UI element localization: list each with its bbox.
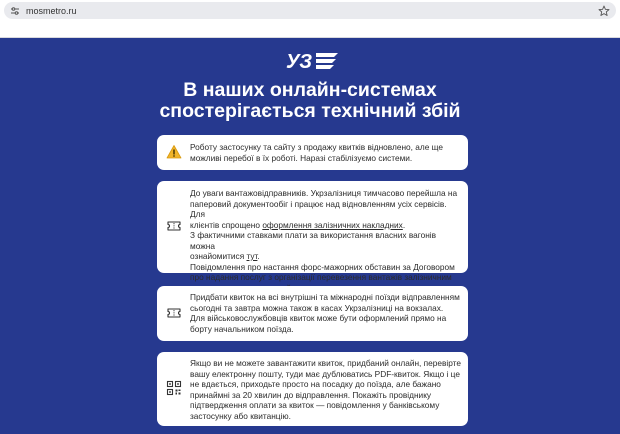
uz-logo xyxy=(286,51,340,71)
tickets-text-line: Для військовослужбовців квиток може бути оформлений прямо на xyxy=(190,313,447,323)
address-bar[interactable] xyxy=(4,2,616,19)
ticket-icon xyxy=(166,218,182,234)
cargo-text-fragment: . xyxy=(402,219,406,230)
cargo-notice-card xyxy=(157,181,468,282)
download-text-line: застосунку або квитанцію. xyxy=(190,410,291,421)
download-text-line: принаймні за 20 хвилин до відправлення. Покажіть провіднику xyxy=(190,389,432,400)
station-tickets-card xyxy=(157,286,468,341)
warning-icon xyxy=(166,144,182,160)
alert-text-line: Роботу застосунку та сайту з продажу квитків відновлено, але ще xyxy=(190,142,443,152)
url-text[interactable]: mosmetro.ru xyxy=(26,5,77,16)
page-title-line-2: спостерігається технічний збій xyxy=(159,100,461,122)
cargo-text-fragment: ознайомитися xyxy=(190,251,247,261)
download-text-line: вашу електронну пошту, туди має дублюватись PDF-квиток. Якщо і це xyxy=(190,368,460,379)
tickets-text-line: борту начальником поїзда. xyxy=(190,323,294,334)
download-text-line: не вдається, приходьте просто на посадку до поїзда, але бажано xyxy=(190,379,441,389)
alert-text-line: можливі перебої в їх роботі. Наразі стабілізуємо системи. xyxy=(190,152,413,163)
page-title-line-1: В наших онлайн-системах xyxy=(183,79,437,101)
page-title xyxy=(0,80,620,122)
tickets-text-line: Придбати квиток на всі внутрішні та міжнародні поїзди відправленням xyxy=(190,292,460,302)
cargo-text-line: Повідомлення про настання форс-мажорних обставин за Договором xyxy=(190,261,455,272)
cargo-text-fragment: клієнтів спрощено xyxy=(190,219,263,230)
cargo-text-line: паперовий документообіг і працює над відновленням усіх сервісів. Для xyxy=(190,198,447,219)
qr-code-icon xyxy=(166,380,182,396)
logo-text: УЗ xyxy=(286,51,313,71)
wagon-rates-link[interactable]: тут xyxy=(246,251,258,261)
cargo-text-line: про надання послуг з організації перевезення вантажів залізничним xyxy=(190,272,452,282)
cargo-text-fragment: . xyxy=(257,251,260,261)
status-alert-card xyxy=(157,135,468,170)
download-text-line: підтвердження оплати за квиток — повідомлення у банківському xyxy=(190,400,440,410)
star-icon[interactable] xyxy=(598,4,610,16)
waybill-link[interactable]: оформлення залізничних накладних xyxy=(262,219,403,230)
download-text-line: Якщо ви не можете завантажити квиток, придбаний онлайн, перевірте xyxy=(190,358,462,368)
cargo-text-line xyxy=(190,251,462,262)
ticket-icon xyxy=(166,305,182,321)
ticket-download-card xyxy=(157,352,468,426)
cargo-text-line xyxy=(190,220,462,231)
cargo-text-line: З фактичними ставками плати за використання власних вагонів можна xyxy=(190,230,437,251)
tune-icon[interactable] xyxy=(10,6,20,16)
tickets-text-line: сьогодні та завтра можна також в касах Укрзалізниці на вокзалах. xyxy=(190,302,444,313)
browser-toolbar xyxy=(0,0,620,38)
cargo-text-line: До уваги вантажовідправників. Укрзалізниця тимчасово перейшла на xyxy=(190,188,458,198)
